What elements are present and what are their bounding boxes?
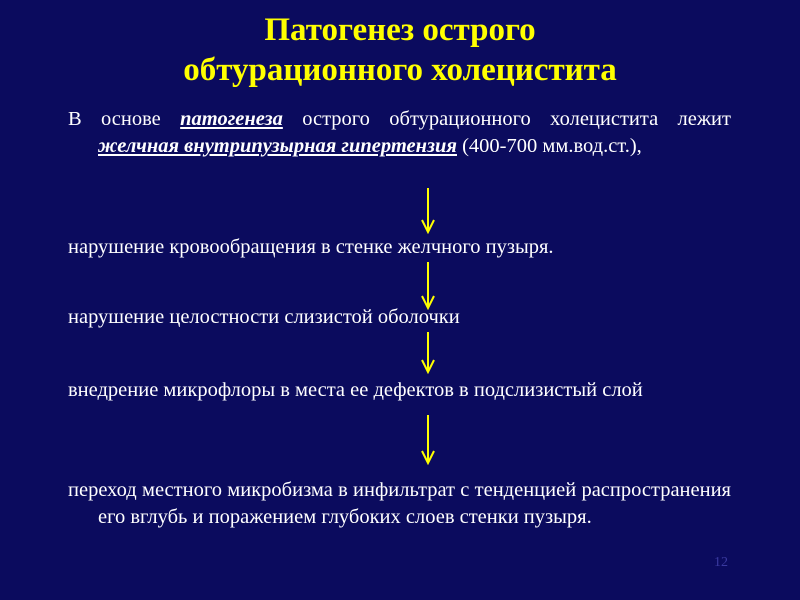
down-arrow-icon [420, 332, 436, 374]
down-arrow-icon [420, 188, 436, 234]
term-biliary-hypertension: желчная внутрипузырная гипертензия [98, 135, 457, 157]
title-line-1: Патогенез острого [264, 12, 536, 48]
down-arrow-icon [420, 262, 436, 310]
paragraph-mucosa: нарушение целостности слизистой оболочки [68, 306, 460, 328]
slide-title [0, 10, 800, 90]
paragraph-1-text-2: острого обтурационного холецистита лежит [282, 108, 731, 130]
paragraph-1-text-3: (400-700 мм.вод.ст.), [456, 135, 642, 157]
paragraph-microflora: внедрение микрофлоры в места ее дефектов в подслизистый слой [68, 379, 643, 401]
title-line-2: обтурационного холецистита [183, 52, 617, 88]
paragraph-infiltrate: переход местного микробизма в инфильтрат с тенденцией распространения его вглубь и поражением глубоких слоев стенки пузыря. [68, 479, 731, 528]
paragraph-1-text-1: В основе [68, 108, 181, 130]
down-arrow-icon [420, 415, 436, 465]
slide-number: 12 [714, 555, 728, 570]
paragraph-circulation: нарушение кровообращения в стенке желчного пузыря. [68, 236, 554, 258]
paragraph-pathogenesis [68, 106, 731, 160]
term-pathogenesis: патогенеза [180, 108, 283, 130]
